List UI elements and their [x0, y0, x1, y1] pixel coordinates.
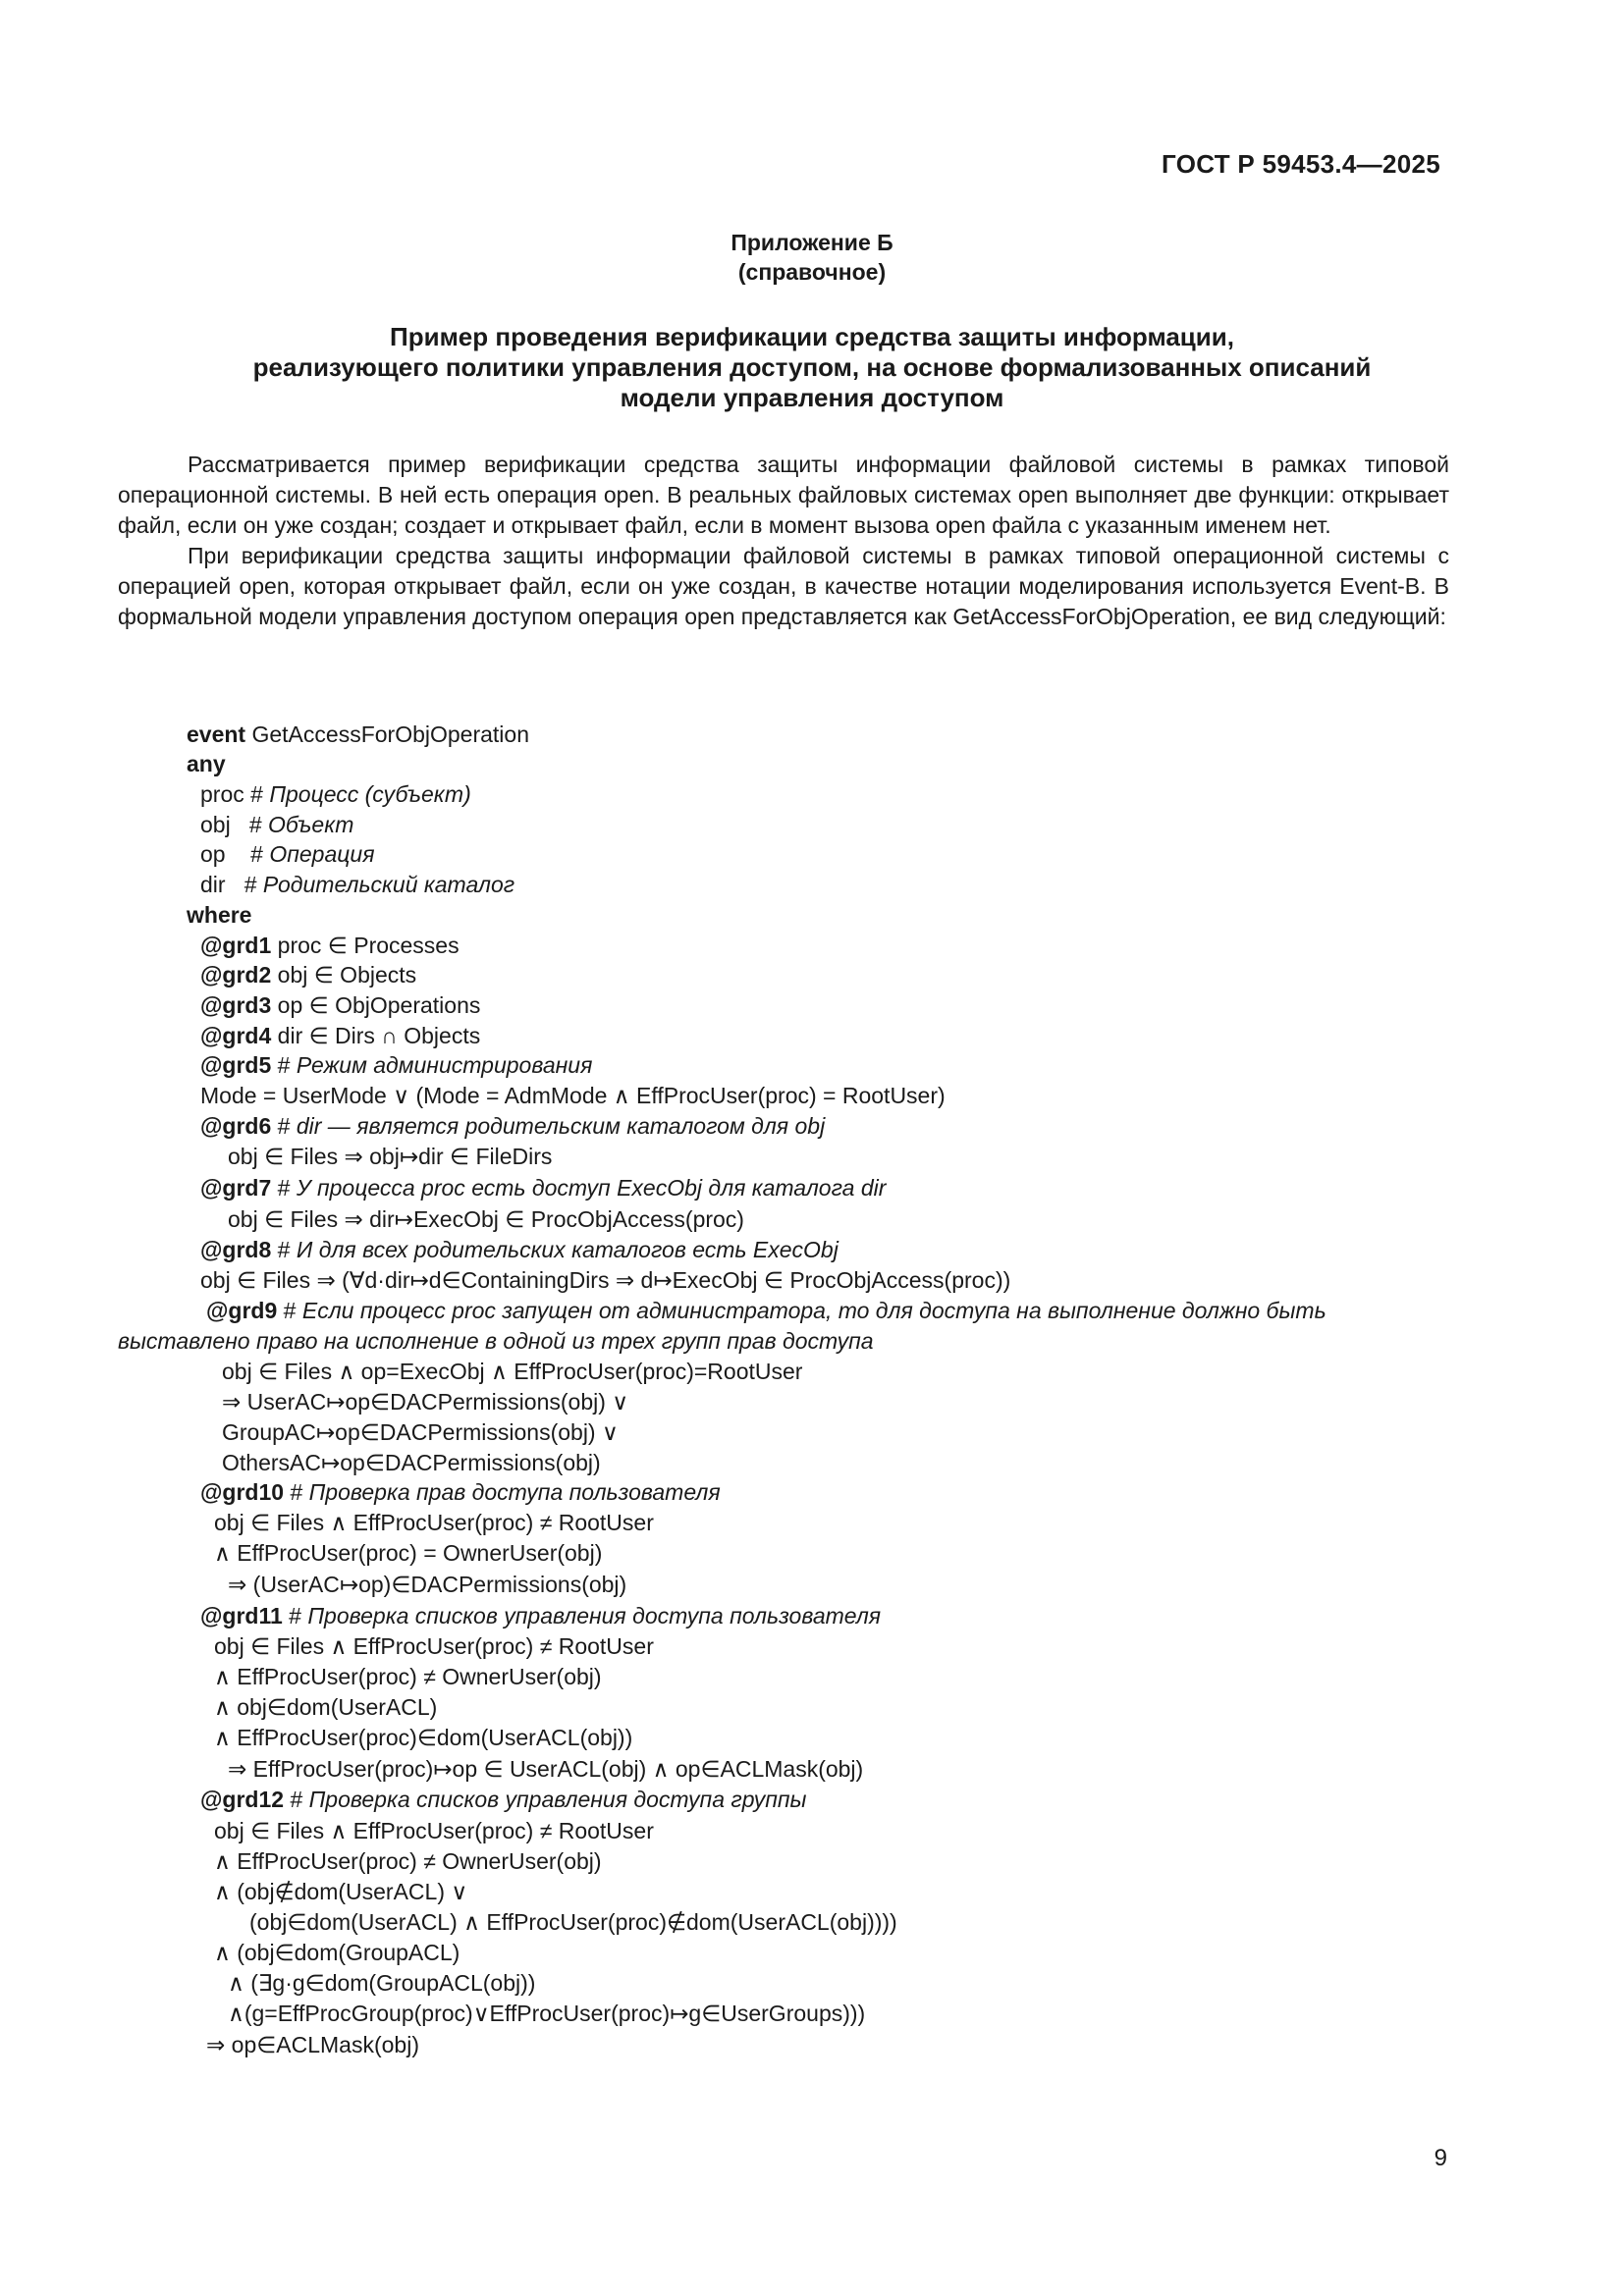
code-line — [187, 751, 226, 777]
comment-line: выставлено право на исполнение в одной из трех групп прав доступа — [118, 1328, 874, 1354]
code-text: proc # — [200, 781, 270, 807]
keyword: event — [187, 721, 246, 747]
comment: Операция — [269, 841, 375, 867]
comment: dir — является родительским каталогом для obj — [296, 1113, 826, 1139]
comment: У процесса proc есть доступ ExecObj для каталога dir — [296, 1175, 887, 1201]
code-text: # — [271, 1113, 297, 1139]
code-line: Mode = UserMode ∨ (Mode = AdmMode ∧ EffProcUser(proc) = RootUser) — [200, 1083, 946, 1108]
title-line: модели управления доступом — [620, 383, 1004, 412]
code-line — [200, 1023, 480, 1049]
code-line — [200, 841, 374, 868]
code-line — [200, 1787, 806, 1813]
code-text: dir # — [200, 872, 263, 897]
code-line — [200, 781, 471, 808]
code-line: obj ∈ Files ⇒ dir↦ExecObj ∈ ProcObjAccess(proc) — [228, 1206, 744, 1232]
code-text: # — [271, 1175, 297, 1201]
code-line: ∧ EffProcUser(proc) = OwnerUser(obj) — [214, 1540, 603, 1566]
code-line: ∧ EffProcUser(proc)∈dom(UserACL(obj)) — [214, 1725, 633, 1750]
paragraph: Рассматривается пример верификации средства защиты информации файловой системы в рамках типовой операционной системы. В ней есть операция open. В реальных файловых системах open выполняет две функции: открывает файл, если он уже создан; создает и открывает файл, если в момент вызова open файла с указанным именем нет. — [118, 452, 1449, 538]
section-title — [118, 322, 1506, 413]
comment: Проверка прав доступа пользователя — [308, 1479, 721, 1505]
code-line — [200, 1052, 592, 1079]
code-text: # — [271, 1052, 297, 1078]
code-text: # — [271, 1237, 297, 1262]
page-number: 9 — [1434, 2145, 1447, 2171]
code-line — [187, 721, 529, 748]
code-line: ∧ (∃g·g∈dom(GroupACL(obj)) — [228, 1970, 536, 1996]
comment: Режим администрирования — [296, 1052, 593, 1078]
code-line — [200, 962, 416, 988]
guard-label: @grd12 — [200, 1787, 285, 1812]
keyword: where — [187, 902, 252, 928]
code-line: ∧ EffProcUser(proc) ≠ OwnerUser(obj) — [214, 1848, 602, 1874]
code-line: ∧(g=EffProcGroup(proc)∨EffProcUser(proc)↦g∈UserGroups))) — [228, 2001, 866, 2026]
code-line: obj ∈ Files ∧ EffProcUser(proc) ≠ RootUser — [214, 1633, 654, 1659]
keyword: any — [187, 751, 226, 776]
code-line: obj ∈ Files ⇒ obj↦dir ∈ FileDirs — [228, 1144, 553, 1169]
title-line: Пример проведения верификации средства защиты информации, — [390, 322, 1234, 351]
code-line — [200, 1237, 839, 1263]
code-text: op # — [200, 841, 270, 867]
code-line: ∧ (obj∉dom(UserACL) ∨ — [214, 1879, 468, 1904]
guard-label: @grd5 — [200, 1052, 272, 1078]
code-line: obj ∈ Files ⇒ (∀d·dir↦d∈ContainingDirs ⇒ d↦ExecObj ∈ ProcObjAccess(proc)) — [200, 1267, 1011, 1293]
appendix-type: (справочное) — [737, 259, 887, 285]
comment: Родительский каталог — [262, 872, 515, 897]
code-text: proc ∈ Processes — [271, 933, 460, 958]
code-text: # — [284, 1787, 309, 1812]
code-line: GroupAC↦op∈DACPermissions(obj) ∨ — [222, 1419, 619, 1445]
guard-label: @grd7 — [200, 1175, 272, 1201]
guard-label: @grd3 — [200, 992, 272, 1018]
code-line — [200, 1113, 825, 1140]
appendix-heading — [0, 228, 1624, 287]
guard-label: @grd9 — [206, 1298, 278, 1323]
code-text: # — [284, 1479, 309, 1505]
comment: Если процесс proc запущен от администратора, то для доступа на выполнение должно быть — [301, 1298, 1326, 1323]
code-line: ∧ (obj∈dom(GroupACL) — [214, 1940, 460, 1965]
code-text: obj # — [200, 812, 269, 837]
code-text: obj ∈ Objects — [271, 962, 417, 988]
code-line: obj ∈ Files ∧ EffProcUser(proc) ≠ RootUser — [214, 1510, 654, 1535]
paragraph: При верификации средства защиты информации файловой системы в рамках типовой операционной системы с операцией open, которая открывает файл, если он уже создан, в качестве нотации моделирования используется Event-B. В формальной модели управления доступом операция open представляется как GetAccessForObjOperation, ее вид следующий: — [118, 543, 1449, 629]
code-line — [200, 872, 514, 898]
code-line — [200, 933, 460, 959]
comment: Процесс (субъект) — [269, 781, 471, 807]
code-line — [200, 812, 353, 838]
code-line: ⇒ EffProcUser(proc)↦op ∈ UserACL(obj) ∧ op∈ACLMask(obj) — [228, 1756, 864, 1782]
code-line — [206, 1298, 1326, 1324]
code-text: op ∈ ObjOperations — [271, 992, 481, 1018]
guard-label: @grd11 — [200, 1603, 283, 1629]
code-line: obj ∈ Files ∧ EffProcUser(proc) ≠ RootUser — [214, 1818, 654, 1843]
guard-label: @grd2 — [200, 962, 272, 988]
code-text: # — [277, 1298, 302, 1323]
intro-text — [118, 450, 1449, 632]
comment: Проверка списков управления доступа пользователя — [307, 1603, 882, 1629]
code-line: ∧ obj∈dom(UserACL) — [214, 1694, 438, 1720]
code-line: ⇒ op∈ACLMask(obj) — [206, 2032, 419, 2057]
code-text: # — [282, 1603, 308, 1629]
appendix-name: Приложение Б — [731, 230, 893, 255]
code-line: ⇒ UserAC↦op∈DACPermissions(obj) ∨ — [222, 1389, 629, 1415]
comment: Объект — [268, 812, 354, 837]
code-line — [187, 902, 251, 929]
code-line — [200, 1603, 881, 1629]
code-text: GetAccessForObjOperation — [245, 721, 529, 747]
guard-label: @grd6 — [200, 1113, 272, 1139]
comment: И для всех родительских каталогов есть ExecObj — [296, 1237, 839, 1262]
code-line: ⇒ (UserAC↦op)∈DACPermissions(obj) — [228, 1572, 627, 1597]
code-line: obj ∈ Files ∧ op=ExecObj ∧ EffProcUser(proc)=RootUser — [222, 1359, 803, 1384]
standard-number: ГОСТ Р 59453.4—2025 — [1162, 149, 1440, 179]
guard-label: @grd1 — [200, 933, 272, 958]
guard-label: @grd10 — [200, 1479, 285, 1505]
code-text: dir ∈ Dirs ∩ Objects — [271, 1023, 481, 1048]
code-line — [200, 1175, 886, 1201]
comment: Проверка списков управления доступа группы — [308, 1787, 807, 1812]
guard-label: @grd8 — [200, 1237, 272, 1262]
guard-label: @grd4 — [200, 1023, 272, 1048]
code-line: (obj∈dom(UserACL) ∧ EffProcUser(proc)∉dom(UserACL(obj)))) — [249, 1909, 897, 1935]
code-line — [200, 992, 480, 1019]
title-line: реализующего политики управления доступом, на основе формализованных описаний — [252, 352, 1372, 382]
code-line: OthersAC↦op∈DACPermissions(obj) — [222, 1450, 601, 1475]
code-line — [200, 1479, 721, 1506]
code-line: ∧ EffProcUser(proc) ≠ OwnerUser(obj) — [214, 1664, 602, 1689]
